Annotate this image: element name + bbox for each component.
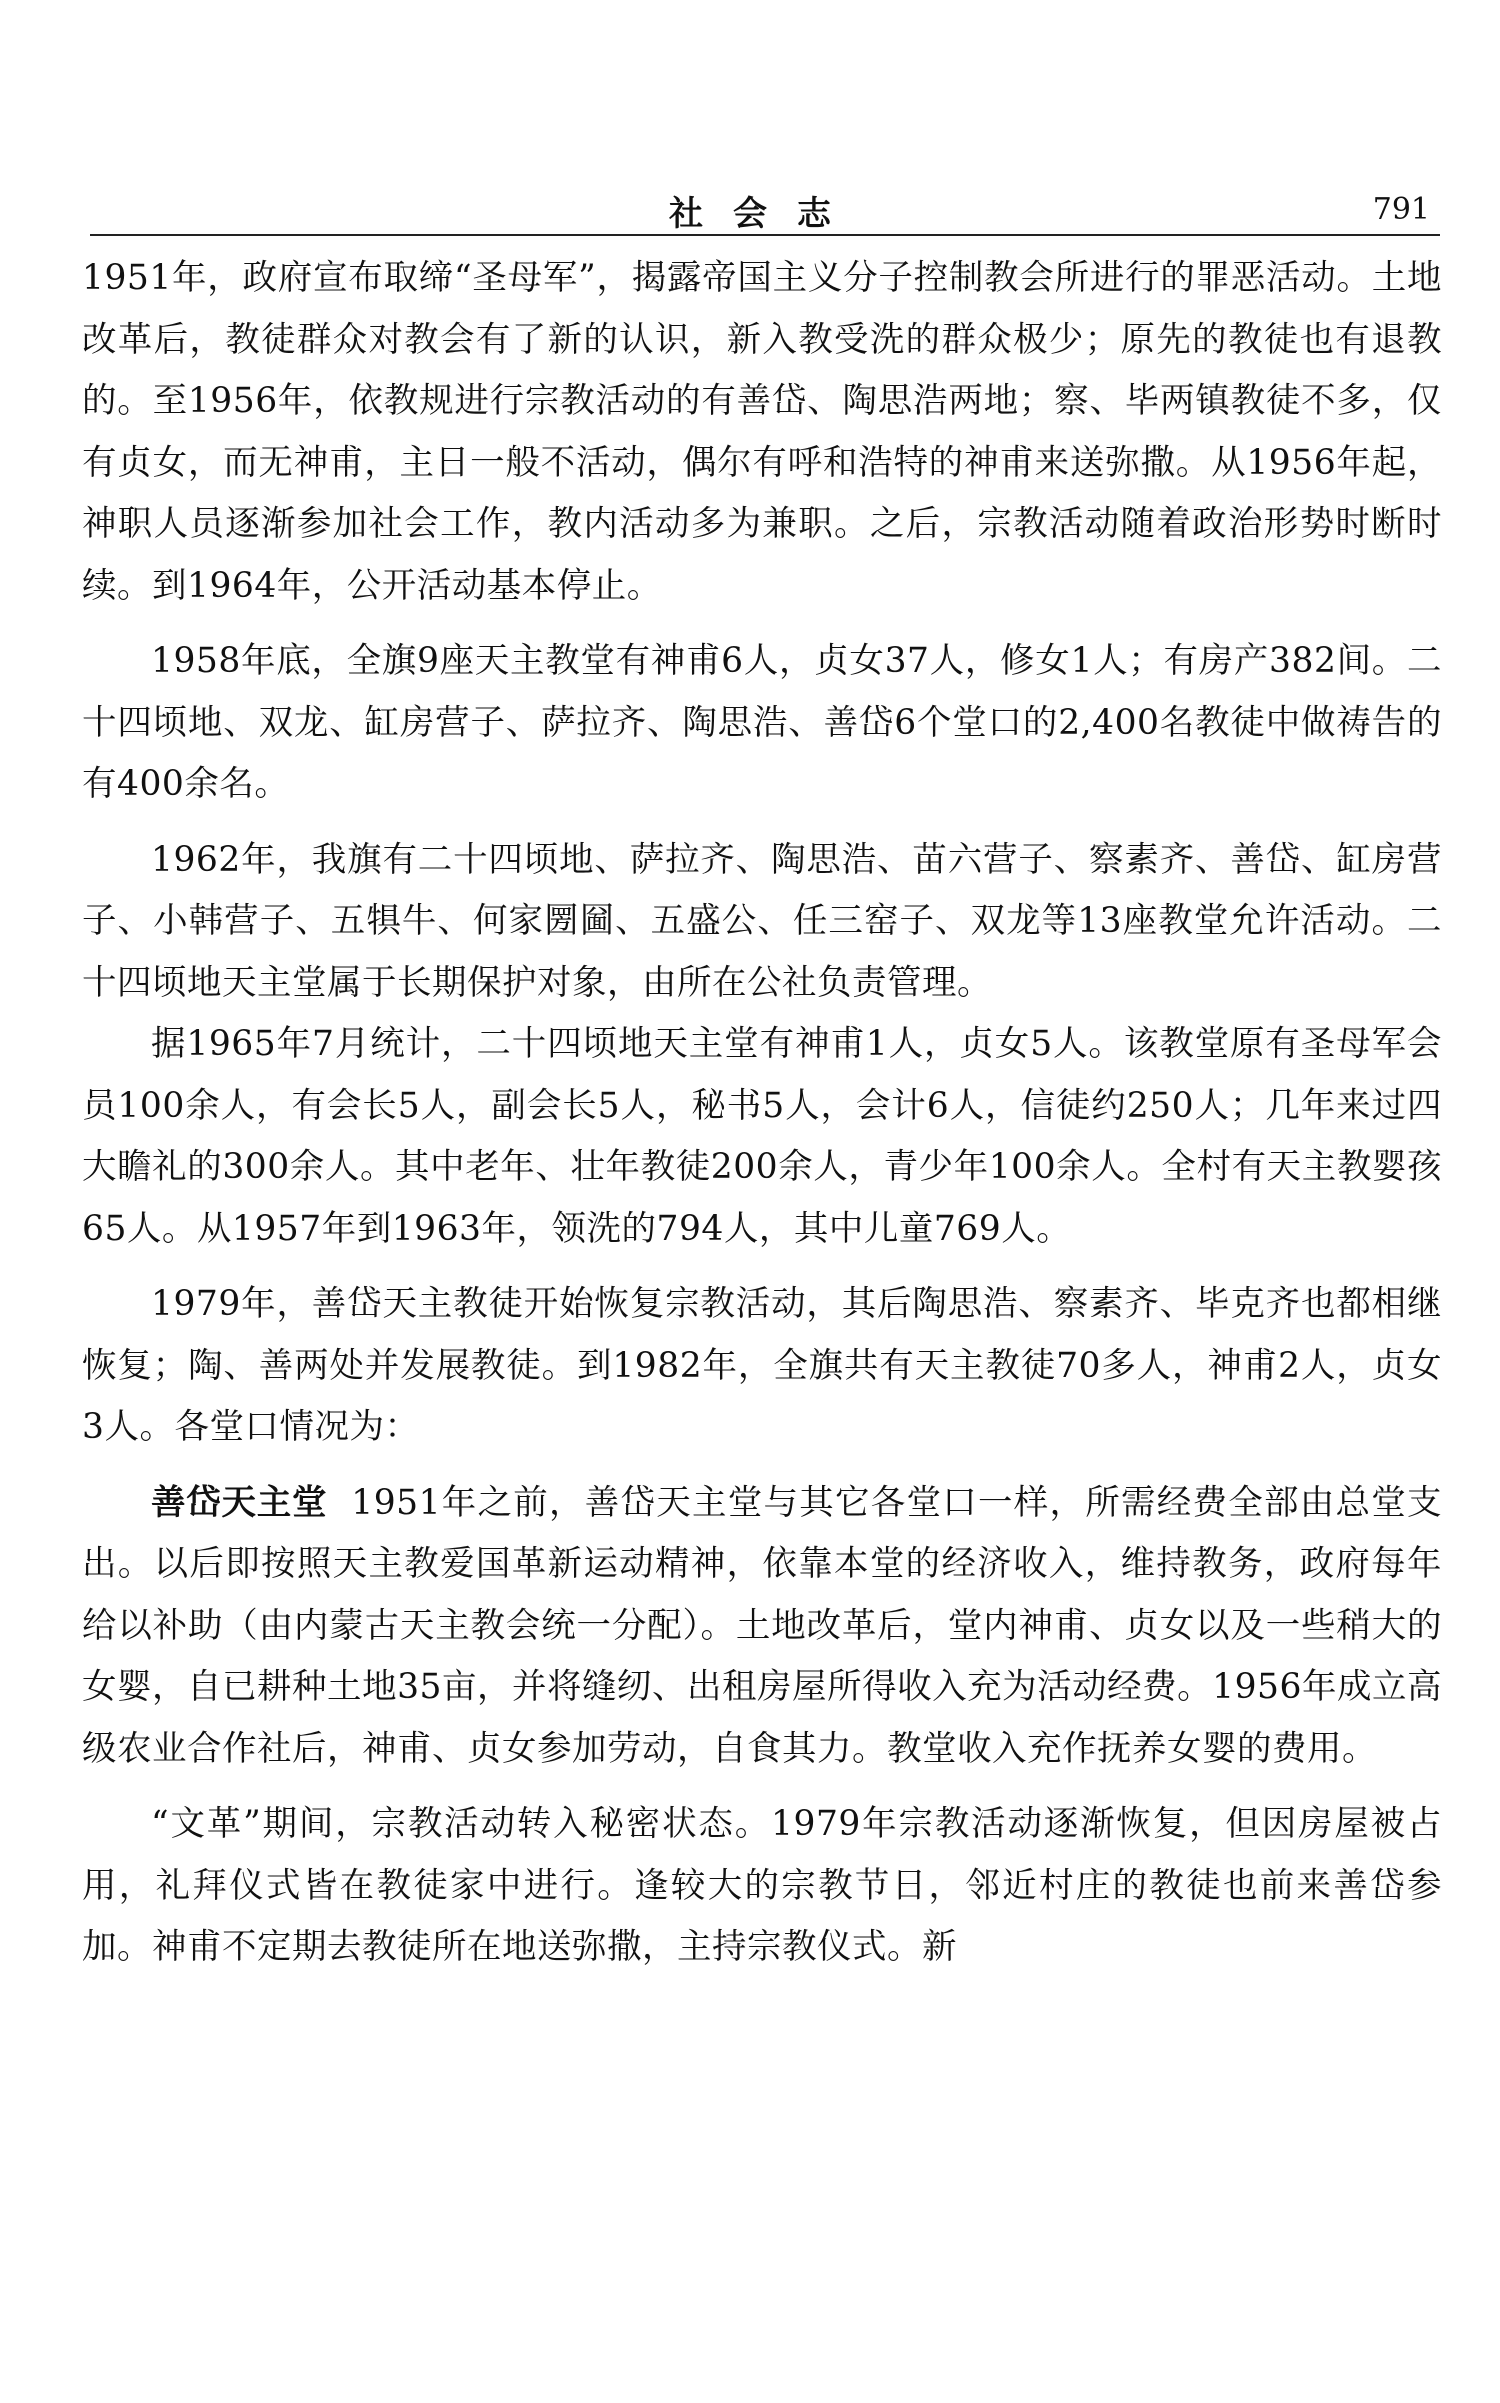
paragraph-5-text: 1979年，善岱天主教徒开始恢复宗教活动，其后陶思浩、察素齐、毕克齐也都相继恢复；陶、善两处并发展教徒。到1982年，全旗共有天主教徒70多人，神甫2人，贞女3人。各堂口情况为：: [82, 1284, 1442, 1447]
running-title: 社会志: [669, 194, 861, 234]
paragraph-4: [82, 1014, 1442, 1260]
section-heading-shandai-church: 善岱天主堂: [151, 1482, 328, 1523]
paragraph-1-text: 1951年，政府宣布取缔“圣母军”，揭露帝国主义分子控制教会所进行的罪恶活动。土地改革后，教徒群众对教会有了新的认识，新入教受洗的群众极少；原先的教徒也有退教的。至1956年，依教规进行宗教活动的有善岱、陶思浩两地；察、毕两镇教徒不多，仅有贞女，而无神甫，主日一般不活动，偶尔有呼和浩特的神甫来送弥撒。从1956年起，神职人员逐渐参加社会工作，教内活动多为兼职。之后，宗教活动随着政治形势时断时续。到1964年，公开活动基本停止。: [82, 258, 1442, 606]
paragraph-2-text: 1958年底，全旗9座天主教堂有神甫6人，贞女37人，修女1人；有房产382间。二十四顷地、双龙、缸房营子、萨拉齐、陶思浩、善岱6个堂口的2,400名教徒中做祷告的有400余名。: [82, 641, 1442, 804]
paragraph-6-text: 1951年之前，善岱天主堂与其它各堂口一样，所需经费全部由总堂支出。以后即按照天主教爱国革新运动精神，依靠本堂的经济收入，维持教务，政府每年给以补助（由内蒙古天主教会统一分配）。土地改革后，堂内神甫、贞女以及一些稍大的女婴，自已耕种土地35亩，并将缝纫、出租房屋所得收入充为活动经费。1956年成立高级农业合作社后，神甫、贞女参加劳动，自食其力。教堂收入充作抚养女婴的费用。: [82, 1482, 1443, 1769]
body-text: [82, 248, 1442, 1979]
paragraph-3-text: 1962年，我旗有二十四顷地、萨拉齐、陶思浩、苗六营子、察素齐、善岱、缸房营子、小韩营子、五犋牛、何家圐圙、五盛公、任三窑子、双龙等13座教堂允许活动。二十四顷地天主堂属于长期保护对象，由所在公社负责管理。: [82, 839, 1442, 1003]
paragraph-6: [82, 1473, 1442, 1781]
paragraph-5: [82, 1274, 1442, 1459]
header-rule: [90, 234, 1440, 236]
paragraph-7: [82, 1794, 1442, 1979]
paragraph-2: [82, 631, 1442, 816]
page-number: 791: [1372, 192, 1430, 227]
paragraph-3: [82, 830, 1442, 1015]
page-header: [90, 180, 1440, 240]
paragraph-1: [82, 248, 1442, 617]
paragraph-4-text: 据1965年7月统计，二十四顷地天主堂有神甫1人，贞女5人。该教堂原有圣母军会员100余人，有会长5人，副会长5人，秘书5人，会计6人，信徒约250人；几年来过四大瞻礼的300余人。其中老年、壮年教徒200余人，青少年100余人。全村有天主教婴孩65人。从1957年到1963年，领洗的794人，其中儿童769人。: [82, 1024, 1442, 1249]
paragraph-7-text: “文革”期间，宗教活动转入秘密状态。1979年宗教活动逐渐恢复，但因房屋被占用，礼拜仪式皆在教徒家中进行。逢较大的宗教节日，邻近村庄的教徒也前来善岱参加。神甫不定期去教徒所在地送弥撒，主持宗教仪式。新: [82, 1804, 1442, 1967]
